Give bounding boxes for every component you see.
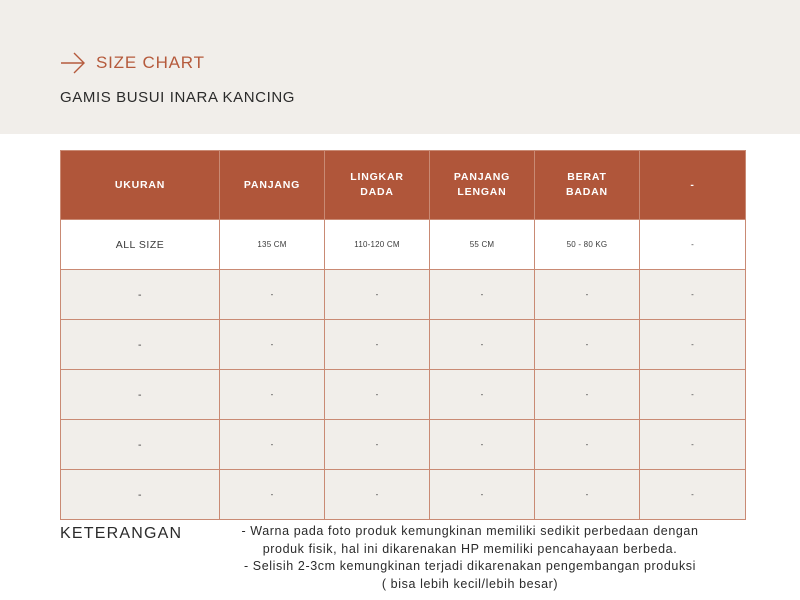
table-cell: - xyxy=(220,370,325,420)
table-cell: - xyxy=(535,270,640,320)
column-header xyxy=(640,151,746,220)
column-header-label: LINGKAR xyxy=(350,171,404,183)
table-row xyxy=(61,220,746,270)
table-cell: 110-120 CM xyxy=(325,220,430,270)
table-cell: 50 - 80 KG xyxy=(535,220,640,270)
table-cell: - xyxy=(640,470,746,520)
table-row xyxy=(61,470,746,520)
notes-line: - Selisih 2-3cm kemungkinan terjadi dikarenakan pengembangan produksi xyxy=(243,559,697,573)
arrow-right-icon xyxy=(60,50,86,76)
notes-text xyxy=(200,523,740,593)
table-cell: - xyxy=(535,370,640,420)
notes-title: KETERANGAN xyxy=(60,525,183,542)
table-cell: 135 CM xyxy=(220,220,325,270)
column-header xyxy=(220,151,325,220)
column-header-label: PANJANG xyxy=(243,178,301,191)
notes-line: produk fisik, hal ini dikarenakan HP memiliki pencahayaan berbeda. xyxy=(262,541,678,556)
table-cell: - xyxy=(220,270,325,320)
page-title: SIZE CHART xyxy=(96,53,205,72)
product-name: GAMIS BUSUI INARA KANCING xyxy=(60,89,296,106)
table-cell: - xyxy=(640,320,746,370)
column-header-label: BADAN xyxy=(566,186,608,198)
table-cell: - xyxy=(430,420,535,470)
column-header xyxy=(325,151,430,220)
header-band xyxy=(0,0,800,134)
table-row xyxy=(61,420,746,470)
column-header xyxy=(430,151,535,220)
table-cell: - xyxy=(640,220,746,270)
table-cell: 55 CM xyxy=(430,220,535,270)
column-header xyxy=(61,151,220,220)
table-cell: - xyxy=(61,470,220,520)
column-header-label: BERAT xyxy=(567,171,607,183)
table-row xyxy=(61,370,746,420)
column-header xyxy=(535,151,640,220)
table-cell: - xyxy=(61,270,220,320)
table-body xyxy=(61,220,746,520)
table-header-row xyxy=(61,151,746,220)
table-cell: - xyxy=(61,320,220,370)
column-header-label: DADA xyxy=(360,186,394,198)
table-cell: - xyxy=(220,320,325,370)
table-cell: - xyxy=(325,320,430,370)
size-chart-table xyxy=(60,150,746,520)
table-cell: - xyxy=(430,270,535,320)
column-header-label: - xyxy=(690,178,695,191)
table-cell: ALL SIZE xyxy=(61,220,220,270)
table-cell: - xyxy=(640,420,746,470)
table-row xyxy=(61,320,746,370)
table-cell: - xyxy=(535,420,640,470)
table-cell: - xyxy=(430,320,535,370)
table-cell: - xyxy=(325,470,430,520)
table-cell: - xyxy=(640,270,746,320)
table-cell: - xyxy=(220,420,325,470)
table-row xyxy=(61,270,746,320)
title-row xyxy=(60,50,205,76)
column-header-label: PANJANG xyxy=(453,171,511,183)
table-cell: - xyxy=(325,370,430,420)
table-cell: - xyxy=(640,370,746,420)
notes-line: ( bisa lebih kecil/lebih besar) xyxy=(381,576,559,591)
notes-line: - Warna pada foto produk kemungkinan memiliki sedikit perbedaan dengan xyxy=(241,524,699,538)
table-cell: - xyxy=(325,420,430,470)
table-cell: - xyxy=(61,420,220,470)
table-cell: - xyxy=(61,370,220,420)
table-cell: - xyxy=(535,470,640,520)
column-header-label: UKURAN xyxy=(114,178,166,191)
table-cell: - xyxy=(220,470,325,520)
table-cell: - xyxy=(325,270,430,320)
table-cell: - xyxy=(430,470,535,520)
table-cell: - xyxy=(535,320,640,370)
column-header-label: LENGAN xyxy=(457,186,507,198)
table-cell: - xyxy=(430,370,535,420)
